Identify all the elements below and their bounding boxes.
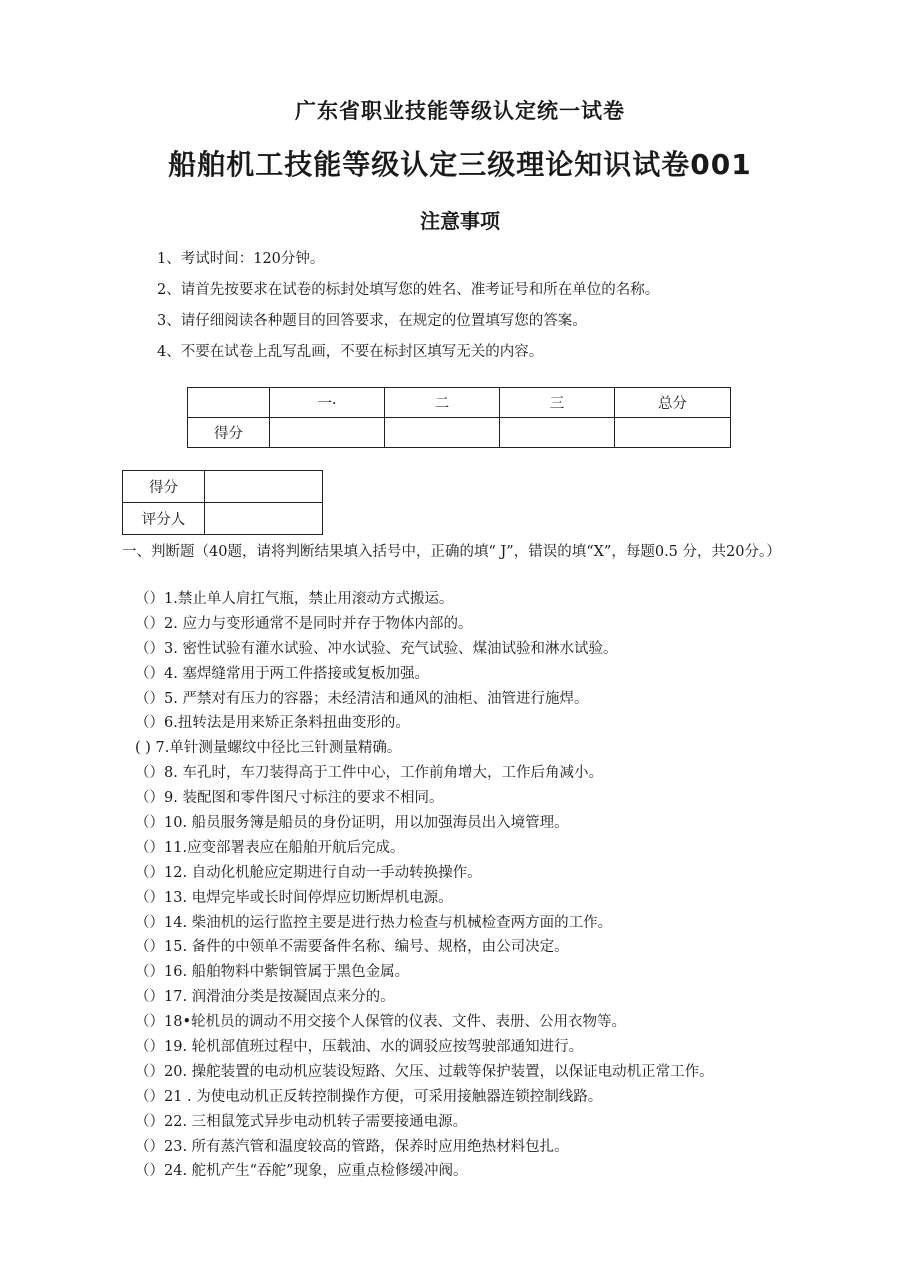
question-item: （）14. 柴油机的运行监控主要是进行热力检查与机械检查两方面的工作。: [135, 914, 613, 931]
question-item: （）23. 所有蒸汽管和温度较高的管路，保养时应用绝热材料包扎。: [135, 1138, 569, 1155]
score-table: [187, 387, 731, 448]
score-table-corner: [188, 388, 270, 418]
question-item: （）17. 润滑油分类是按凝固点来分的。: [135, 989, 395, 1006]
question-item: （）11.应变部署表应在船舶开航后完成。: [135, 839, 405, 856]
question-item: （）15. 备件的中领单不需要备件名称、编号、规格，由公司决定。: [135, 939, 569, 956]
question-list: [135, 589, 714, 1186]
notice-item: 4、不要在试卷上乱写乱画，不要在标封区填写无关的内容。: [157, 344, 544, 360]
score-table-header: 二: [385, 388, 500, 418]
question-item: （）9. 装配图和零件图尺寸标注的要求不相同。: [135, 790, 444, 807]
page-header: 广东省职业技能等级认定统一试卷: [295, 99, 625, 123]
question-item: （）6.扭转法是用来矫正条料扭曲变形的。: [135, 715, 410, 732]
question-item: （）2. 应力与变形通常不是同时并存于物体内部的。: [135, 615, 473, 632]
score-table-header-row: [188, 388, 731, 418]
score-cell[interactable]: [615, 418, 731, 448]
grader-table-row: [123, 503, 323, 535]
question-item: （）21 . 为使电动机正反转控制操作方便，可采用接触器连锁控制线路。: [135, 1088, 603, 1105]
question-item: （）4. 塞焊缝常用于两工件搭接或复板加强。: [135, 665, 429, 682]
score-table-row: [188, 418, 731, 448]
question-item: （）1.禁止单人肩扛气瓶，禁止用滚动方式搬运。: [135, 591, 454, 607]
grader-table-row: [123, 471, 323, 503]
grader-cell[interactable]: [205, 503, 323, 535]
question-item: （）12. 自动化机舱应定期进行自动一手动转换操作。: [135, 864, 482, 881]
notice-item: 1、考试时间：120分钟。: [157, 251, 325, 267]
question-item: （）8. 车孔时，车刀装得高于工件中心，工作前角增大，工作后角减小。: [135, 765, 603, 782]
score-table-header: 三: [500, 388, 615, 418]
question-item: （）3. 密性试验有灌水试验、冲水试验、充气试验、煤油试验和淋水试验。: [135, 640, 618, 657]
notice-heading: 注意事项: [420, 209, 500, 233]
question-item: （）10. 船员服务簿是船员的身份证明，用以加强海员出入境管理。: [135, 815, 569, 832]
grader-table: [122, 470, 323, 535]
question-item: （）13. 电焊完毕或长时间停焊应切断焊机电源。: [135, 889, 453, 906]
question-item: （）20. 操舵装置的电动机应装设短路、欠压、过载等保护装置，以保证电动机正常工作。: [135, 1063, 714, 1080]
question-item: （）18•轮机员的调动不用交接个人保管的仪表、文件、表册、公用衣物等。: [135, 1014, 627, 1031]
score-cell[interactable]: [500, 418, 615, 448]
score-table-header: 总分: [615, 388, 731, 418]
section-score-cell[interactable]: [205, 471, 323, 503]
notice-item: 3、请仔细阅读各种题目的回答要求，在规定的位置填写您的答案。: [157, 313, 587, 329]
question-item: ( ) 7.单针测量螺纹中径比三针测量精确。: [135, 740, 402, 757]
score-cell[interactable]: [270, 418, 385, 448]
notice-list: [157, 250, 659, 374]
grader-label: 评分人: [123, 503, 205, 535]
question-item: （）24. 舵机产生“吞舵”现象，应重点检修缓冲阀。: [135, 1163, 468, 1180]
question-item: （）19. 轮机部值班过程中，压载油、水的调驳应按驾驶部通知进行。: [135, 1039, 584, 1056]
score-table-header: 一·: [270, 388, 385, 418]
score-row-label: 得分: [188, 418, 270, 448]
question-item: （）22. 三相鼠笼式异步电动机转子需要接通电源。: [135, 1113, 468, 1130]
question-item: （）5. 严禁对有压力的容器；未经清洁和通风的油柜、油管进行施焊。: [135, 690, 589, 707]
notice-item: 2、请首先按要求在试卷的标封处填写您的姓名、准考证号和所在单位的名称。: [157, 282, 660, 298]
question-item: （）16. 船舶物料中紫铜管属于黑色金属。: [135, 964, 410, 981]
exam-title: 船舶机工技能等级认定三级理论知识试卷001: [168, 148, 752, 181]
section-score-label: 得分: [123, 471, 205, 503]
section-heading: 一、判断题（40题，请将判断结果填入括号中，正确的填“ J”，错误的填“X”，每题0.5 分，共20分。）: [122, 544, 781, 560]
score-cell[interactable]: [385, 418, 500, 448]
